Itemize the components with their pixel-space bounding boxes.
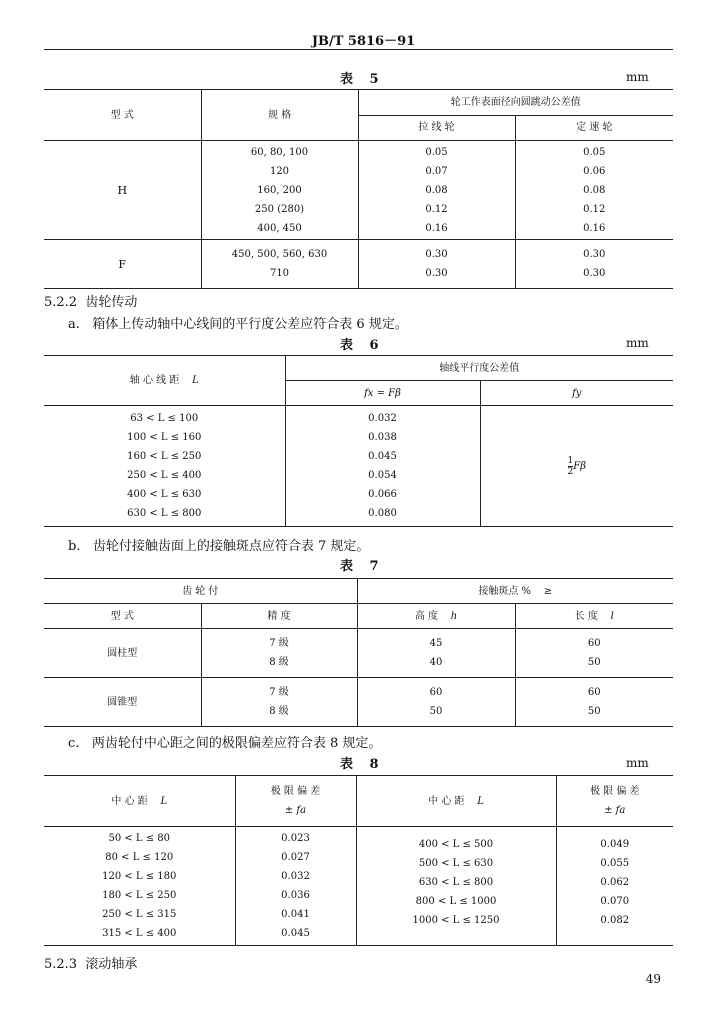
table5-caption: 表 5: [340, 72, 385, 87]
table8-head-dev-sym: ± fa: [284, 805, 307, 816]
table8-cell: 80 < L ≤ 120: [105, 852, 174, 863]
table5-cell: 120: [269, 165, 290, 177]
table6-cell: 630 < L ≤ 800: [127, 508, 202, 519]
fraction-denominator: 2: [567, 466, 574, 477]
table8-head-dev-sym: ± fa: [604, 805, 626, 816]
table5-cell: 250 (280): [254, 203, 305, 215]
table8: [44, 775, 673, 946]
table8-cell: 180 < L ≤ 250: [102, 890, 177, 901]
table7-head-h: [357, 604, 515, 629]
table7-cell: 7 级: [269, 638, 289, 649]
table5-cell: 0.30: [583, 268, 606, 279]
table6-cell: 0.045: [368, 451, 397, 462]
table5-cell: 0.12: [425, 203, 448, 215]
table8-head-dist-sym: L: [160, 795, 168, 807]
table5-cell: 0.07: [425, 165, 448, 177]
item-text: 箱体上传动轴中心线间的平行度公差应符合表 6 规定。: [92, 317, 408, 332]
table5-cell: 710: [269, 268, 290, 279]
table8-head-dist-sym: L: [477, 795, 484, 807]
table8-head-dev-right: [556, 776, 673, 827]
table6-unit: mm: [626, 336, 649, 350]
table5-type-h: H: [44, 141, 201, 240]
table7-head-h-label: 高 度: [414, 610, 438, 622]
item-label: b.: [68, 539, 81, 554]
table8-cell: 630 < L ≤ 800: [418, 877, 494, 888]
item-label: a.: [68, 317, 80, 332]
table7-head-gear: 齿 轮 付: [44, 579, 357, 604]
table5-head-col2: 定 速 轮: [515, 115, 673, 141]
table7-cell: 50: [429, 706, 443, 717]
section-5-2-3: [44, 953, 137, 972]
table5-cell: 0.05: [425, 146, 448, 158]
table5-head-col1: 拉 线 轮: [358, 115, 515, 141]
table5-cell: 0.12: [583, 203, 606, 215]
table6-cell: 63 < L ≤ 100: [130, 413, 199, 424]
table8-cell: 0.045: [281, 928, 310, 939]
table5: [44, 89, 673, 289]
table6-cell: 400 < L ≤ 630: [127, 489, 202, 500]
table8-cell: 0.062: [600, 877, 630, 888]
item-text: 齿轮付接触齿面上的接触斑点应符合表 7 规定。: [92, 539, 370, 554]
section-number: 5.2.3: [44, 957, 78, 972]
table7-head-ge: ≥: [543, 585, 553, 597]
table8-head-dev-label: 极 限 偏 差: [270, 786, 321, 797]
table7-type-cone: 圆锥型: [44, 678, 201, 727]
table7-cell: 7 级: [269, 687, 289, 698]
table8-cell: 0.036: [281, 890, 310, 901]
table5-cell: 0.05: [583, 146, 606, 158]
table7-cell: 8 级: [269, 706, 289, 717]
section-number: 5.2.2: [44, 295, 78, 310]
table6-head-axis-sym: L: [192, 375, 199, 386]
item-text: 两齿轮付中心距之间的极限偏差应符合表 8 规定。: [91, 736, 382, 751]
table8-head-dist-label: 中 心 距: [428, 795, 465, 807]
table5-cell: 0.16: [425, 222, 448, 234]
table7-cell: 40: [429, 657, 443, 668]
table6-cell: 100 < L ≤ 160: [127, 432, 202, 443]
table5-unit: mm: [626, 70, 649, 84]
table6-head-axis: [44, 356, 285, 406]
table6-cell: 0.032: [368, 413, 397, 424]
table8-cell: 0.070: [600, 896, 630, 907]
table8-cell: 0.023: [281, 833, 310, 844]
table8-head-dev-label: 极 限 偏 差: [589, 786, 640, 797]
table7-cell: 8 级: [269, 657, 289, 668]
table7-cell: 50: [587, 706, 601, 717]
table5-cell: 0.08: [425, 184, 448, 196]
table8-cell: 400 < L ≤ 500: [418, 839, 494, 850]
table8-cell: 500 < L ≤ 630: [418, 858, 494, 869]
table6-head-c1: fx = Fβ: [285, 381, 480, 406]
table8-cell: 250 < L ≤ 315: [102, 909, 177, 920]
fraction-numerator: 1: [567, 455, 574, 466]
table8-cell: 0.041: [281, 909, 310, 920]
table6-cell: 0.080: [368, 508, 397, 519]
table8-cell: 120 < L ≤ 180: [102, 871, 177, 882]
table8-cell: 1000 < L ≤ 1250: [412, 915, 500, 926]
table6-caption: 表 6: [340, 338, 385, 353]
table5-cell: 0.30: [583, 249, 606, 260]
table6: [44, 355, 673, 527]
table8-caption: 表 8: [340, 757, 385, 772]
table8-head-dist-label: 中 心 距: [111, 795, 148, 807]
table7-head-l-label: 长 度: [574, 610, 598, 622]
table8-head-dist-right: [356, 776, 556, 827]
table5-head-group: 轮工作表面径向圆跳动公差值: [358, 90, 673, 116]
table7-cell: 60: [429, 687, 443, 698]
table7-cell: 50: [587, 657, 601, 668]
item-label: c.: [68, 736, 80, 751]
table8-cell: 0.055: [600, 858, 630, 869]
table7-head-h-sym: h: [450, 610, 458, 622]
header-rule: [44, 49, 673, 50]
table5-cell: 0.06: [583, 165, 606, 177]
section-title: 齿轮传动: [85, 295, 138, 310]
table7-head-contact: [357, 579, 673, 604]
item-a: [68, 313, 408, 332]
table5-cell: 0.30: [425, 268, 448, 279]
table5-head-spec: 规 格: [201, 90, 358, 141]
table6-cell: 250 < L ≤ 400: [127, 470, 202, 481]
table5-cell: 450, 500, 560, 630: [231, 249, 328, 260]
table8-unit: mm: [626, 756, 649, 770]
item-c: [68, 732, 381, 751]
table5-cell: 160, 200: [257, 184, 302, 196]
table7-head-l: [515, 604, 673, 629]
table5-cell: 400, 450: [257, 222, 302, 234]
table6-cell: 0.066: [368, 489, 397, 500]
table6-head-group: 轴线平行度公差值: [285, 356, 673, 381]
table8-cell: 0.027: [281, 852, 310, 863]
table7-cell: 60: [587, 687, 601, 698]
table8-head-dev-left: [235, 776, 356, 827]
table8-cell: 800 < L ≤ 1000: [415, 896, 497, 907]
table6-cell: 0.054: [368, 470, 397, 481]
table6-head-axis-label: 轴 心 线 距: [129, 375, 180, 386]
table7-cell: 60: [587, 638, 601, 649]
table7-type-cyl: 圆柱型: [44, 629, 201, 678]
table5-cell: 60, 80, 100: [250, 146, 309, 158]
table8-cell: 0.049: [600, 839, 630, 850]
table8-cell: 0.082: [600, 915, 630, 926]
table7-head-contact-label: 接触斑点 %: [478, 585, 532, 597]
section-title: 滚动轴承: [85, 957, 138, 972]
table7-head-l-sym: l: [610, 610, 614, 622]
table6-head-c2: fy: [480, 381, 673, 406]
table8-head-dist-left: [44, 776, 235, 827]
document-header: JB/T 5816－91: [311, 34, 416, 49]
table6-cell: 160 < L ≤ 250: [127, 451, 202, 462]
table8-cell: 0.032: [281, 871, 310, 882]
table7-caption: 表 7: [340, 559, 385, 574]
table8-cell: 50 < L ≤ 80: [108, 833, 171, 844]
table7-head-acc: 精 度: [201, 604, 357, 629]
table5-type-f: F: [44, 240, 201, 289]
section-5-2-2: [44, 291, 137, 310]
table5-head-type: 型 式: [44, 90, 201, 141]
table7: [44, 578, 673, 727]
page-number: 49: [645, 972, 661, 986]
table6-fy-value: [480, 406, 673, 527]
table5-cell: 0.08: [583, 184, 606, 196]
table5-cell: 0.16: [583, 222, 606, 234]
table7-cell: 45: [429, 638, 443, 649]
item-b: [68, 535, 369, 554]
table7-head-type: 型 式: [44, 604, 201, 629]
fy-symbol: Fβ: [573, 460, 586, 472]
table8-cell: 315 < L ≤ 400: [102, 928, 177, 939]
table5-cell: 0.30: [425, 249, 448, 260]
table6-cell: 0.038: [368, 432, 397, 443]
